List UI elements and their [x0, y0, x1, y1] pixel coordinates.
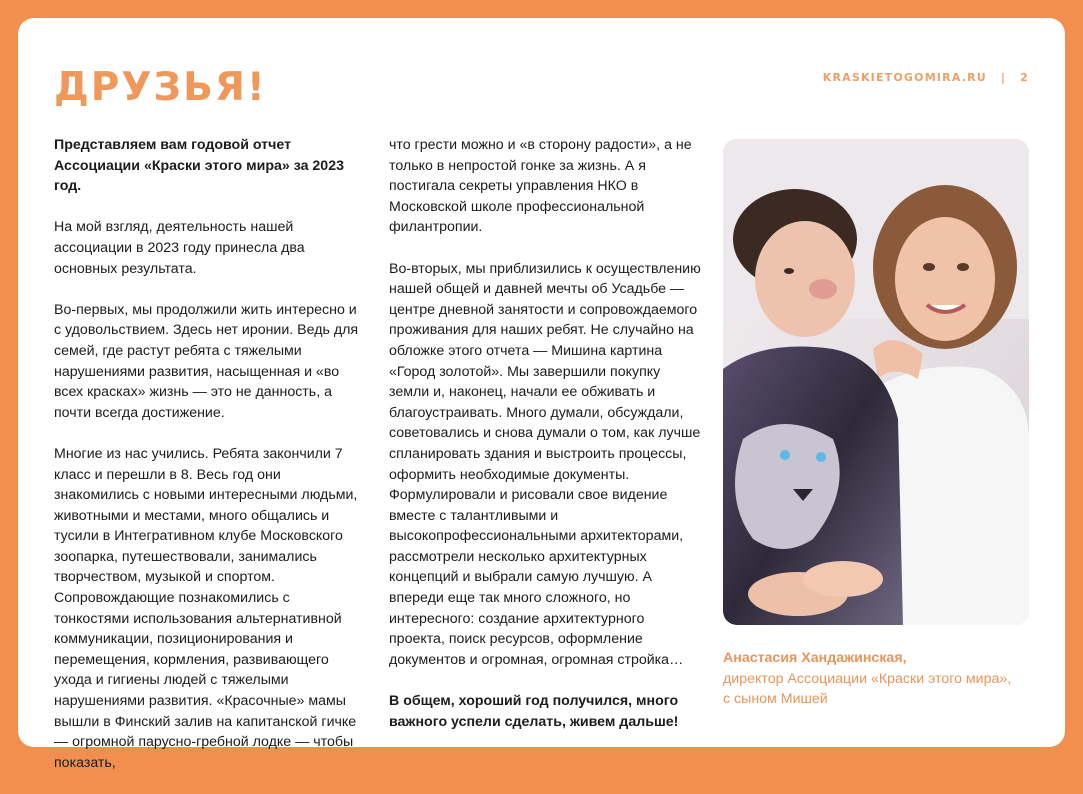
intro-paragraph: Представляем вам годовой отчет Ассоциации «Краски этого мира» за 2023 год. [54, 137, 344, 195]
caption-detail: с сыном Мишей [723, 691, 828, 708]
text-column-left [54, 135, 366, 794]
paragraph: что грести можно и «в сторону радости», а не только в непростой гонке за жизнь. А я постигала секреты управления НКО в Московской школе профессиональной филантропии. [389, 137, 692, 236]
running-header [823, 71, 1029, 84]
text-column-middle [389, 135, 701, 753]
site-url: KRASKIETOGOMIRA.RU [822, 71, 987, 84]
caption-name: Анастасия Хандажинская, [723, 650, 907, 666]
page-number: 2 [1020, 71, 1029, 84]
photo-caption [723, 648, 1043, 710]
paragraph: Во-первых, мы продолжили жить интересно и с удовольствием. Здесь нет иронии. Ведь для семей, где растут ребята с тяжелыми нарушениями развития, насыщенная и «во всех красках» жизнь — это не данность, а почти всегда достижение. [54, 301, 359, 421]
caption-role: директор Ассоциации «Краски этого мира», [723, 670, 1012, 687]
paragraph: Многие из нас учились. Ребята закончили 7 класс и перешли в 8. Весь год они знакомились с новыми интересными людьми, животными и местами, много общались и тусили в Интегративном клубе Московского зоопарка, путешествовали, занимались творчеством, музыкой и спортом. Сопровождающие познакомились с тонкостями использования альтернативной коммуникации, позиционирования и перемещения, кормления, развивающего ухода и гигиены людей с тяжелыми нарушениями развития. «Красочные» мамы вышли в Финский залив на капитанской гичке — огромной парусно-гребной лодке — чтобы показать, [54, 445, 358, 771]
header-separator: | [1000, 71, 1007, 84]
page-title: ДРУЗЬЯ! [54, 65, 267, 110]
paragraph: Во-вторых, мы приблизились к осуществлению нашей общей и давней мечты об Усадьбе — центре дневной занятости и сопровождаемого проживания для наших ребят. Не случайно на обложке этого отчета — Мишина картина «Город золотой». Мы завершили покупку земли и, наконец, начали ее обживать и благоустраивать. Много думали, обсуждали, советовались и снова думали о том, как лучше спланировать здания и выстроить процессы, оформить необходимые документы. Формулировали и рисовали свое видение вместе с талантливыми и высокопрофессиональными архитекторами, рассмотрели несколько архитектурных концепций и выбрали самую лучшую. А впереди еще так много сложного, но интересного: создание архитектурного проекта, поиск ресурсов, оформление документов и огромная, огромная стройка… [389, 260, 701, 668]
page [18, 18, 1065, 771]
portrait-photo [723, 139, 1029, 625]
paragraph: На мой взгляд, деятельность нашей ассоциации в 2023 году принесла два основных результата. [54, 219, 305, 277]
closing-paragraph: В общем, хороший год получился, много важного успели сделать, живем дальше! [389, 693, 679, 730]
